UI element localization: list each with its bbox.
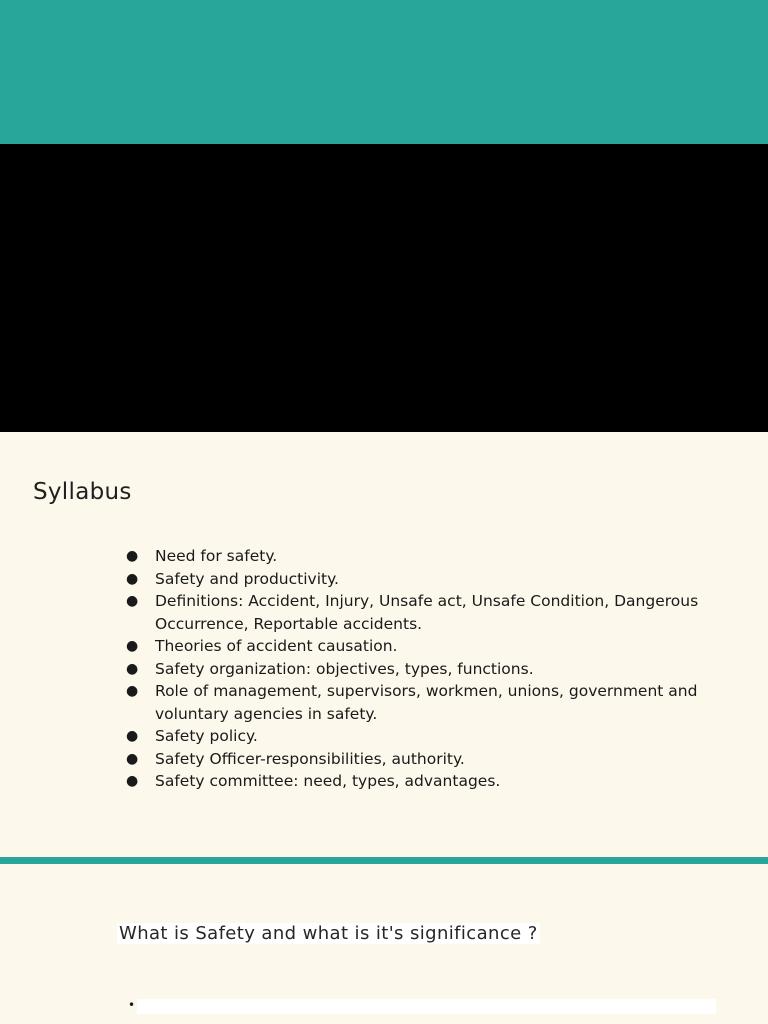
syllabus-slide <box>0 432 768 857</box>
slide-title: Syllabus <box>33 479 132 505</box>
empty-bullet-row <box>128 998 716 1016</box>
list-item-text: Safety and productivity. <box>155 569 339 588</box>
bullet-icon: ● <box>126 660 139 677</box>
blank-text-line <box>137 999 716 1014</box>
list-item-text: Safety organization: objectives, types, functions. <box>155 659 534 678</box>
bullet-icon: ● <box>126 593 139 609</box>
teal-divider <box>0 857 768 864</box>
bullet-icon: ● <box>126 750 139 767</box>
question-slide <box>0 864 768 1024</box>
list-item <box>126 658 726 681</box>
bullet-icon: ● <box>126 570 139 587</box>
black-image-placeholder <box>0 144 768 432</box>
list-item-text: Need for safety. <box>155 547 278 565</box>
bullet-icon: ● <box>126 728 139 744</box>
bullet-icon: ● <box>126 638 139 654</box>
bullet-icon: ● <box>126 773 139 789</box>
list-item <box>126 545 726 568</box>
list-item-text: Safety policy. <box>155 727 258 745</box>
list-item <box>126 590 726 635</box>
list-item <box>126 680 726 725</box>
list-item <box>126 568 726 591</box>
list-item-text: Safety committee: need, types, advantages. <box>155 772 501 790</box>
bullet-icon: • <box>128 998 136 1012</box>
list-item-text: Theories of accident causation. <box>155 637 398 655</box>
bullet-icon: ● <box>126 683 139 699</box>
syllabus-list <box>126 545 726 793</box>
list-item-text: Safety Officer-responsibilities, authority. <box>155 749 465 768</box>
list-item <box>126 748 726 771</box>
list-item <box>126 725 726 748</box>
bullet-icon: ● <box>126 548 139 564</box>
list-item-text: Definitions: Accident, Injury, Unsafe act, Unsafe Condition, Dangerous Occurrence, Reportable accidents. <box>155 592 699 633</box>
list-item <box>126 770 726 793</box>
teal-header-banner <box>0 0 768 144</box>
list-item-text: Role of management, supervisors, workmen, unions, government and voluntary agencies in safety. <box>155 682 698 723</box>
question-heading: What is Safety and what is it's significance ? <box>119 923 538 944</box>
list-item <box>126 635 726 658</box>
